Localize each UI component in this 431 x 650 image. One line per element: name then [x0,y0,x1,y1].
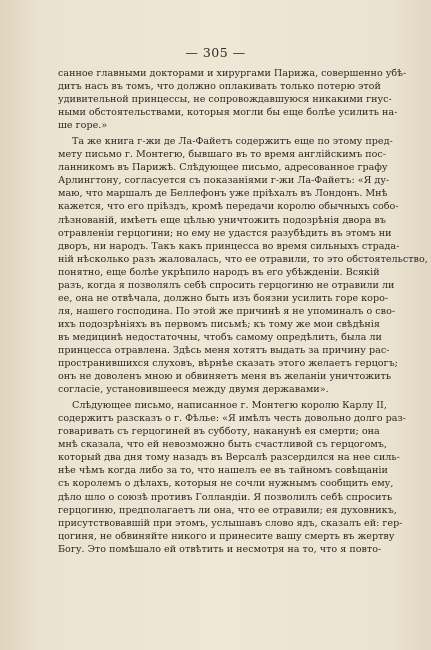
text-line: ихъ подозрѣніяхъ въ первомъ письмѣ; къ тому же мои свѣдѣнія [58,318,380,330]
text-line: ній нѣсколько разъ жаловалась, что ее отравили, то это обстоятельство, [58,253,428,265]
text-line: удивительной принцессы, не сопровождавшуюся никакими гнус- [58,94,392,106]
text-line: онъ не доволенъ мною и обвиняетъ меня въ желаніи уничтожить [58,371,392,383]
text-line: ее, она не отвѣчала, должно быть изъ боязни усилить горе коро- [58,292,389,304]
text-line: маю, что маршалъ де Беллефонъ уже пріѣхалъ въ Лондонъ. Мнѣ [58,188,388,200]
text-line: Богу. Это помѣшало ей отвѣтить и несмотря на то, что я повто- [58,543,382,555]
text-line: который два дня тому назадъ въ Версалѣ разсердился на нее силь- [58,452,400,464]
text-line: Арлингтону, согласуется съ показаніями г-жи Ла-Файетъ: «Я ду- [58,175,390,187]
text-line: лѣзнованій, имѣетъ еще цѣлью уничтожить подозрѣнія двора въ [58,214,386,226]
text-line: присутствовавшій при этомъ, услышавъ слово ядъ, сказалъ ей: гер- [58,517,403,529]
text-line: ными обстоятельствами, которыя могли бы еще болѣе усилить на- [58,107,398,119]
text-line: говаривать съ герцогиней въ субботу, наканунѣ ея смерти; она [58,426,380,438]
text-line: ля, нашего господина. По этой же причинѣ я не упоминалъ о сво- [58,305,396,317]
text-line: Та же книга г-жи де Ла-Файетъ содержитъ еще по этому пред- [72,136,393,148]
paragraph-1 [58,67,407,132]
text-line: пространившихся слуховъ, вѣрнѣе сказать этого желаетъ герцогъ; [58,358,398,370]
text-line: дитъ насъ въ томъ, что должно оплакивать только потерю этой [58,81,381,93]
text-line: кажется, что его пріѣздъ, кромѣ передачи королю обычныхъ собо- [58,201,399,213]
paragraph-2 [58,135,428,396]
text-line: въ медицинѣ недостаточны, чтобъ самому опредѣлить, была ли [58,331,382,343]
paragraph-3 [58,399,406,556]
text-line: ланникомъ въ Парижѣ. Слѣдующее письмо, адресованное графу [58,162,388,174]
text-line: мету письмо г. Монтегю, бывшаго въ то время англійскимъ пос- [58,149,387,161]
text-line: съ королемъ о дѣлахъ, которыя не сочли нужнымъ сообщить ему, [58,478,394,490]
text-line: цогиня, не обвиняйте никого и принесите вашу смерть въ жертву [58,530,395,542]
text-line: Слѣдующее письмо, написанное г. Монтегю королю Карлу II, [72,400,387,412]
text-line: нѣе чѣмъ когда либо за то, что нашелъ ее въ тайномъ совѣщаніи [58,465,388,477]
text-line: саннoе главными докторами и хирургами Парижа, совершенно убѣ- [58,68,407,79]
text-line: дворъ, ни народъ. Такъ какъ принцесса во время сильныхъ страда- [58,240,400,252]
text-line: отравленіи герцогини; но ему не удастся разубѣдить въ этомъ ни [58,227,392,239]
body-text [58,67,428,556]
text-line: разъ, когда я позволялъ себѣ спросить герцогиню не отравили ли [58,279,395,291]
text-line: согласіе, установившееся между двумя державами». [58,384,329,396]
text-line: понятно, еще болѣе укрѣпило народъ въ его убѣжденіи. Всякій [58,266,380,278]
text-line: дѣло шло о союзѣ противъ Голландіи. Я позволилъ себѣ спросить [58,491,393,503]
text-line: мнѣ сказала, что ей невозможно быть счастливой съ герцогомъ, [58,439,387,451]
text-line: содержитъ разсказъ о г. Фѣлье: «Я имѣлъ честь довольно долго раз- [58,413,406,425]
text-line: ше горе.» [58,120,108,132]
page-number: — 305 — [185,45,246,60]
text-line: принцесса отравлена. Здѣсь меня хотятъ выдать за причину рас- [58,344,390,356]
text-line: герцогиню, предполагаетъ ли она, что ее отравили; ея духовникъ, [58,504,397,516]
